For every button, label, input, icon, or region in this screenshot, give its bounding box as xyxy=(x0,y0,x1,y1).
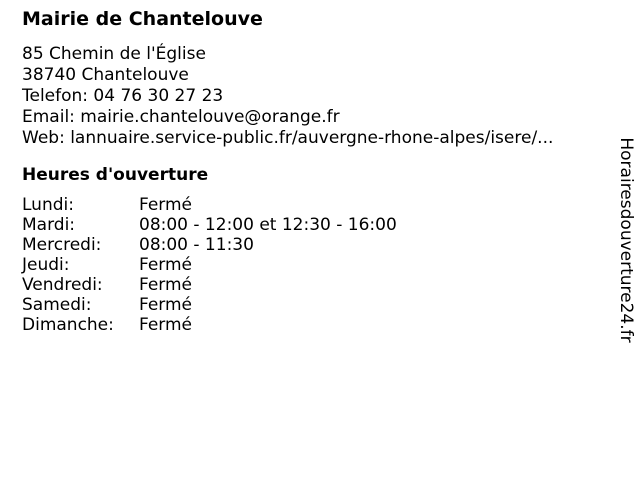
hours-row-wednesday xyxy=(22,235,600,255)
hours-row-saturday xyxy=(22,295,600,315)
hours-row-monday xyxy=(22,195,600,215)
hours-value: Fermé xyxy=(139,295,193,315)
hours-table xyxy=(22,195,600,335)
hours-day-label: Jeudi: xyxy=(22,255,70,275)
hours-day-label: Mardi: xyxy=(22,215,76,235)
hours-day-label: Lundi: xyxy=(22,195,74,215)
hours-row-friday xyxy=(22,275,600,295)
hours-day-label: Dimanche: xyxy=(22,315,114,335)
web-line: Web: lannuaire.service-public.fr/auvergne-rhone-alpes/isere/... xyxy=(22,128,554,148)
page-title: Mairie de Chantelouve xyxy=(22,8,263,30)
hours-value: Fermé xyxy=(139,315,193,335)
hours-value: 08:00 - 11:30 xyxy=(139,235,254,255)
site-watermark: Horairesdouverture24.fr xyxy=(616,137,636,343)
hours-value: Fermé xyxy=(139,195,193,215)
hours-day-label: Samedi: xyxy=(22,295,92,315)
hours-row-sunday xyxy=(22,315,600,335)
contact-info xyxy=(22,44,600,149)
phone-line: Telefon: 04 76 30 27 23 xyxy=(22,86,224,106)
address-line-1: 85 Chemin de l'Église xyxy=(22,44,206,64)
email-line: Email: mairie.chantelouve@orange.fr xyxy=(22,107,340,127)
hours-row-tuesday xyxy=(22,215,600,235)
hours-heading: Heures d'ouverture xyxy=(22,165,209,185)
hours-value: Fermé xyxy=(139,255,193,275)
hours-row-thursday xyxy=(22,255,600,275)
hours-value: 08:00 - 12:00 et 12:30 - 16:00 xyxy=(139,215,397,235)
hours-day-label: Vendredi: xyxy=(22,275,103,295)
address-line-2: 38740 Chantelouve xyxy=(22,65,189,85)
hours-value: Fermé xyxy=(139,275,193,295)
hours-day-label: Mercredi: xyxy=(22,235,102,255)
business-info-page xyxy=(22,8,600,335)
